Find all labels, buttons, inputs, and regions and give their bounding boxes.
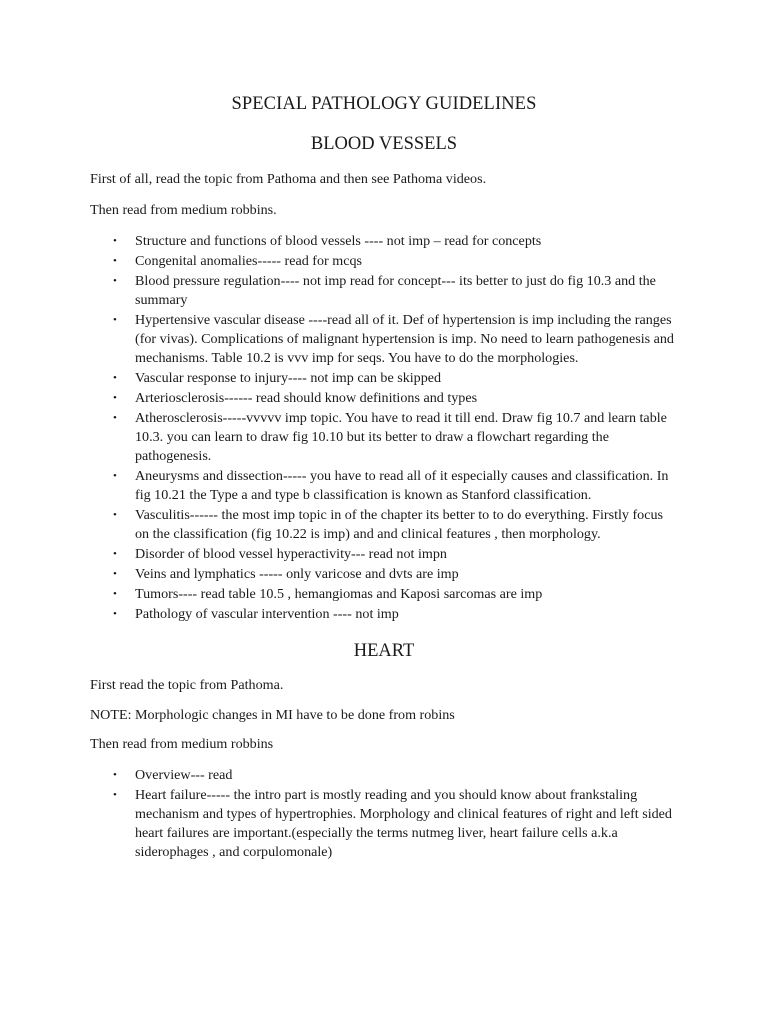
bullet-icon: • <box>113 608 117 621</box>
bullet-icon: • <box>113 275 117 288</box>
list-item <box>90 585 678 604</box>
heart-list <box>90 766 678 862</box>
bullet-icon: • <box>113 788 117 801</box>
list-item-text: Veins and lymphatics ----- only varicose and dvts are imp <box>135 566 459 583</box>
bullet-icon: • <box>113 509 117 522</box>
blood-vessels-intro-1: First of all, read the topic from Pathoma and then see Pathoma videos. <box>90 171 487 187</box>
list-item-text: Heart failure----- the intro part is mostly reading and you should know about frankstaling mechanism and types of hypertrophies. Morphology and clinical features of right and left sided heart failures are important.(especially the terms nutmeg liver, heart failure cells a.k.a siderophages , and corpulomonale) <box>135 786 672 860</box>
list-item-text: Blood pressure regulation---- not imp read for concept--- its better to just do fig 10.3 and the summary <box>135 273 656 309</box>
bullet-icon: • <box>113 392 117 405</box>
list-item <box>90 369 678 388</box>
list-item-text: Overview--- read <box>135 766 233 783</box>
list-item <box>90 311 678 368</box>
list-item <box>90 545 678 564</box>
list-item-text: Disorder of blood vessel hyperactivity--- read not impn <box>135 546 447 563</box>
list-item-text: Aneurysms and dissection----- you have to read all of it especially causes and classification. In fig 10.21 the Type a and type b classification is known as Stanford classification. <box>135 468 669 504</box>
bullet-icon: • <box>113 255 117 268</box>
bullet-icon: • <box>113 470 117 483</box>
list-item-text: Structure and functions of blood vessels ---- not imp – read for concepts <box>135 233 542 249</box>
list-item-text: Vasculitis------ the most imp topic in of the chapter its better to to do everything. Firstly focus on the classification (fig 10.22 is imp) and and clinical features , then morphology. <box>135 507 664 543</box>
list-item-text: Tumors---- read table 10.5 , hemangiomas and Kaposi sarcomas are imp <box>135 586 543 603</box>
heart-intro-1: First read the topic from Pathoma. <box>90 677 284 694</box>
list-item <box>90 467 678 505</box>
list-item <box>90 565 678 584</box>
bullet-icon: • <box>113 235 117 247</box>
bullet-icon: • <box>113 412 117 425</box>
bullet-icon: • <box>113 314 117 327</box>
heart-note: NOTE: Morphologic changes in MI have to be done from robins <box>90 706 455 723</box>
heart-intro-2: Then read from medium robbins <box>90 736 274 753</box>
list-item-text: Arteriosclerosis------ read should know definitions and types <box>135 390 478 407</box>
list-item <box>90 605 678 624</box>
list-item <box>90 766 678 785</box>
bullet-icon: • <box>113 768 117 781</box>
list-item-text: Pathology of vascular intervention ---- not imp <box>135 606 399 623</box>
list-item <box>90 252 678 271</box>
blood-vessels-list <box>90 232 678 624</box>
bullet-icon: • <box>113 372 117 385</box>
list-item <box>90 506 678 544</box>
list-item <box>90 232 678 251</box>
list-item <box>90 786 678 862</box>
list-item-text: Congenital anomalies----- read for mcqs <box>135 253 362 270</box>
list-item-text: Hypertensive vascular disease ----read all of it. Def of hypertension is imp including the ranges (for vivas). Complications of malignant hypertension is imp. No need to learn pathogenesis and mechanisms. Table 10.2 is vvv imp for seqs. You have to do the morphologies. <box>135 312 674 366</box>
bullet-icon: • <box>113 588 117 601</box>
document-title: SPECIAL PATHOLOGY GUIDELINES <box>231 94 537 114</box>
list-item-text: Atherosclerosis-----vvvvv imp topic. You have to read it till end. Draw fig 10.7 and learn table 10.3. you can learn to draw fig 10.10 but its better to draw a flowchart regarding the pathogenesis. <box>135 410 667 465</box>
blood-vessels-intro-2: Then read from medium robbins. <box>90 201 277 218</box>
section-heading-heart: HEART <box>353 641 415 662</box>
list-item <box>90 272 678 310</box>
list-item <box>90 389 678 408</box>
bullet-icon: • <box>113 568 117 581</box>
bullet-icon: • <box>113 548 117 561</box>
list-item-text: Vascular response to injury---- not imp can be skipped <box>135 370 442 387</box>
list-item <box>90 409 678 466</box>
section-heading-blood-vessels: BLOOD VESSELS <box>310 134 458 154</box>
